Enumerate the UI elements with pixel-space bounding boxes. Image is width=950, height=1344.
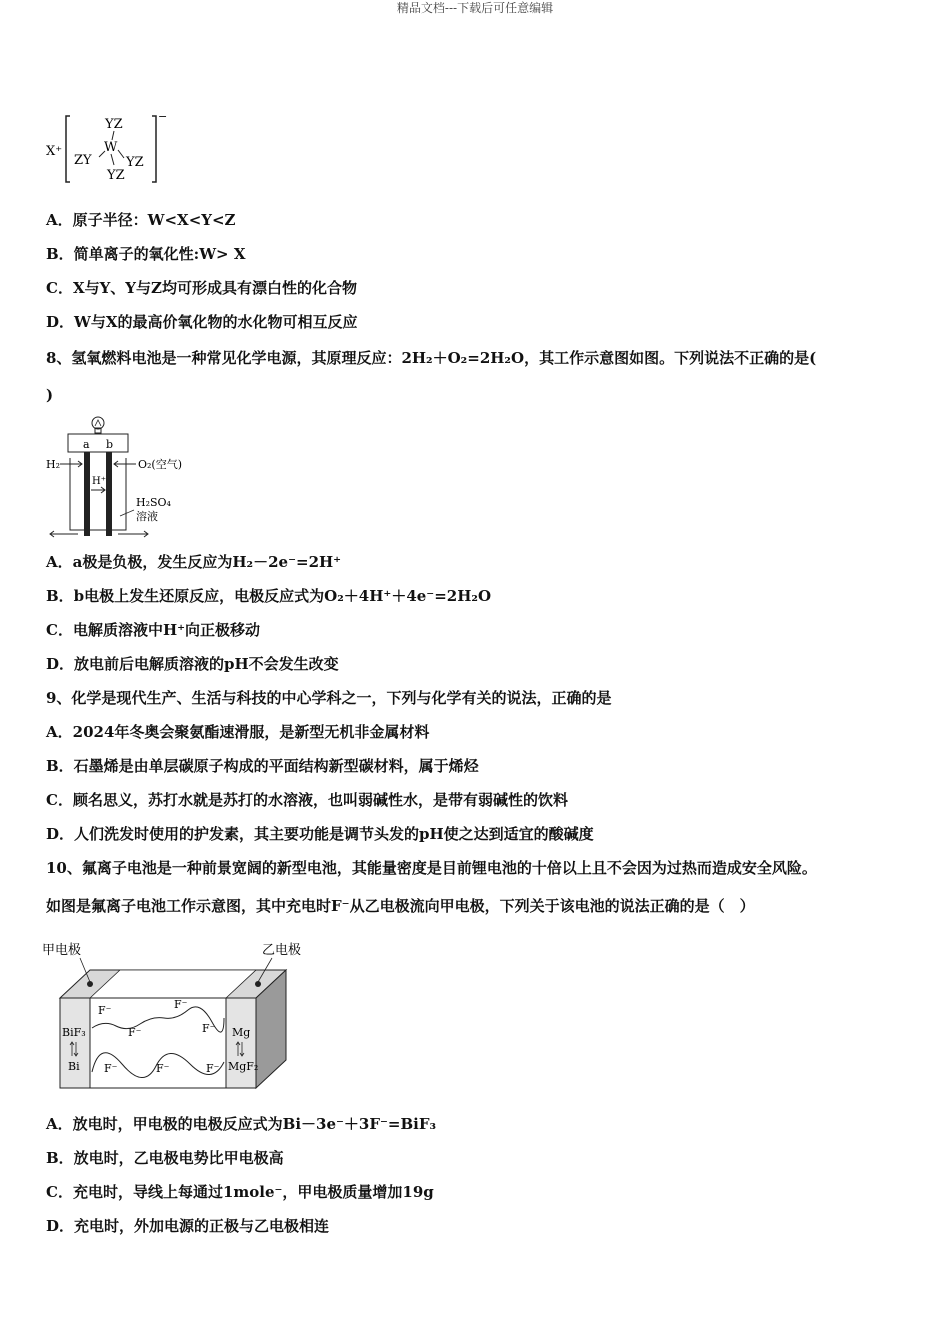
q10-stem-line1: 10、氟离子电池是一种前景宽阔的新型电池，其能量密度是目前锂电池的十倍以上且不会因为过热而造成安全风险。 — [46, 859, 817, 877]
q10-option-a: A．放电时，甲电极的电极反应式为Bi－3e⁻＋3F⁻=BiF₃ — [46, 1115, 437, 1133]
h2-label: H₂ — [46, 458, 61, 471]
q8-stem-line1: 8、氢氧燃料电池是一种常见化学电源，其原理反应：2H₂＋O₂=2H₂O，其工作示意图如图。下列说法不正确的是( — [46, 349, 817, 367]
proton-label: H⁺ — [92, 476, 106, 487]
q7-option-b: B．简单离子的氧化性:W> X — [46, 245, 246, 263]
q8-option-b: B．b电极上发生还原反应，电极反应式为O₂＋4H⁺＋4e⁻=2H₂O — [46, 587, 492, 605]
ion-label-1: F⁻ — [98, 1004, 112, 1017]
electrolyte-formula: H₂SO₄ — [136, 496, 171, 509]
q10-stem-line2: 如图是氟离子电池工作示意图，其中充电时F⁻从乙电极流向甲电极，下列关于该电池的说法正确的是（ ） — [46, 897, 755, 915]
q8-fuel-cell-figure — [44, 412, 194, 540]
q8-option-a: A．a极是负极，发生反应为H₂－2e⁻=2H⁺ — [46, 553, 342, 571]
right-top-species: Mg — [232, 1026, 251, 1039]
q8-stem-line2: ) — [46, 386, 54, 404]
left-bottom-species: Bi — [68, 1060, 80, 1073]
q10-option-b: B．放电时，乙电极电势比甲电极高 — [46, 1149, 284, 1167]
cation-label: X⁺ — [46, 144, 63, 159]
top-group: YZ — [105, 117, 123, 132]
electrode-b-label: b — [106, 438, 114, 451]
center-atom: W — [104, 140, 118, 155]
ion-label-7: F⁻ — [206, 1062, 220, 1075]
o2-label: O₂(空气) — [138, 458, 183, 471]
q8-option-c: C．电解质溶液中H⁺向正极移动 — [46, 621, 261, 639]
q10-battery-figure — [40, 938, 310, 1096]
q10-option-d: D．充电时，外加电源的正极与乙电极相连 — [46, 1217, 330, 1235]
q9-stem: 9、化学是现代生产、生活与科技的中心学科之一，下列与化学有关的说法，正确的是 — [46, 689, 612, 707]
bottom-group: YZ — [107, 168, 125, 183]
q10-option-c: C．充电时，导线上每通过1mole⁻，甲电极质量增加19g — [46, 1183, 434, 1201]
q9-option-d: D．人们洗发时使用的护发素，其主要功能是调节头发的pH使之达到适宜的酸碱度 — [46, 825, 594, 843]
q9-option-c: C．顾名思义，苏打水就是苏打的水溶液，也叫弱碱性水，是带有弱碱性的饮料 — [46, 791, 568, 809]
left-top-species: BiF₃ — [62, 1026, 86, 1039]
charge-label: − — [158, 110, 168, 123]
electrode-a-label: a — [83, 438, 90, 451]
left-group: ZY — [74, 153, 92, 168]
q9-option-b: B．石墨烯是由单层碳原子构成的平面结构新型碳材料，属于烯烃 — [46, 757, 479, 775]
ion-label-6: F⁻ — [156, 1062, 170, 1075]
q7-option-d: D．W与X的最高价氧化物的水化物可相互反应 — [46, 313, 358, 331]
right-bottom-species: MgF₂ — [228, 1060, 259, 1073]
electrolyte-name: 溶液 — [136, 510, 158, 523]
q9-option-a: A．2024年冬奥会聚氨酯速滑服，是新型无机非金属材料 — [46, 723, 430, 741]
ion-label-3: F⁻ — [174, 998, 188, 1011]
q7-option-a: A．原子半径：W<X<Y<Z — [46, 211, 236, 229]
right-group: YZ — [126, 155, 144, 170]
page-header: 精品文档---下载后可任意编辑 — [396, 1, 554, 15]
q8-option-d: D．放电前后电解质溶液的pH不会发生改变 — [46, 655, 339, 673]
left-electrode-label: 甲电极 — [42, 943, 82, 958]
ion-label-2: F⁻ — [128, 1026, 142, 1039]
right-electrode-label: 乙电极 — [262, 943, 302, 958]
q7-option-c: C．X与Y、Y与Z均可形成具有漂白性的化合物 — [46, 279, 357, 297]
ion-label-4: F⁻ — [202, 1022, 216, 1035]
q7-structure-figure — [44, 108, 174, 188]
ion-label-5: F⁻ — [104, 1062, 118, 1075]
